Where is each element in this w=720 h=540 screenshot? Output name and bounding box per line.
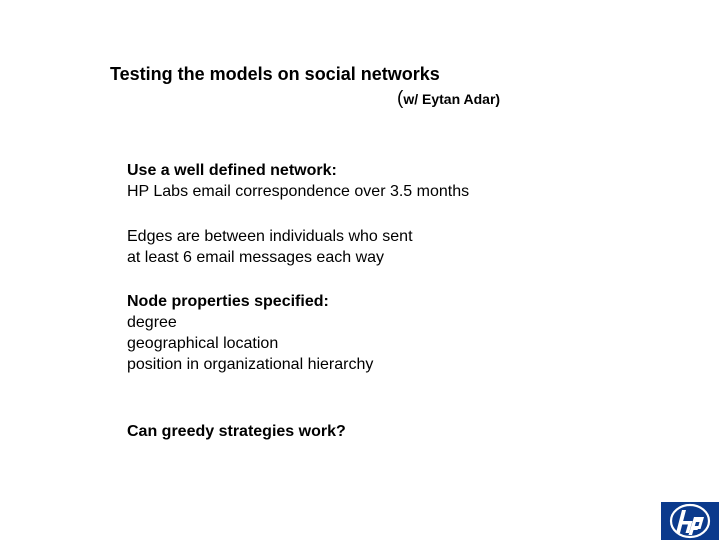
network-block [127,160,469,202]
node-properties-block [127,291,373,375]
edges-line-1: Edges are between individuals who sent [127,228,413,245]
edges-line-2: at least 6 email messages each way [127,249,385,266]
slide-title: Testing the models on social networks [110,64,440,84]
greedy-question: Can greedy strategies work? [127,423,346,440]
subtitle-open-paren: ( [397,88,404,109]
question-block [127,421,346,442]
network-line: HP Labs email correspondence over 3.5 months [127,183,470,200]
subtitle-close-paren: ) [495,91,501,107]
slide-subtitle [397,88,500,110]
hp-logo-icon [661,502,719,540]
network-heading: Use a well defined network: [127,162,337,179]
subtitle-text: w/ Eytan Adar [403,91,496,107]
property-hierarchy: position in organizational hierarchy [127,356,374,373]
property-degree: degree [127,314,177,331]
property-location: geographical location [127,335,279,352]
node-properties-heading: Node properties specified: [127,293,329,310]
edges-block [127,226,413,268]
